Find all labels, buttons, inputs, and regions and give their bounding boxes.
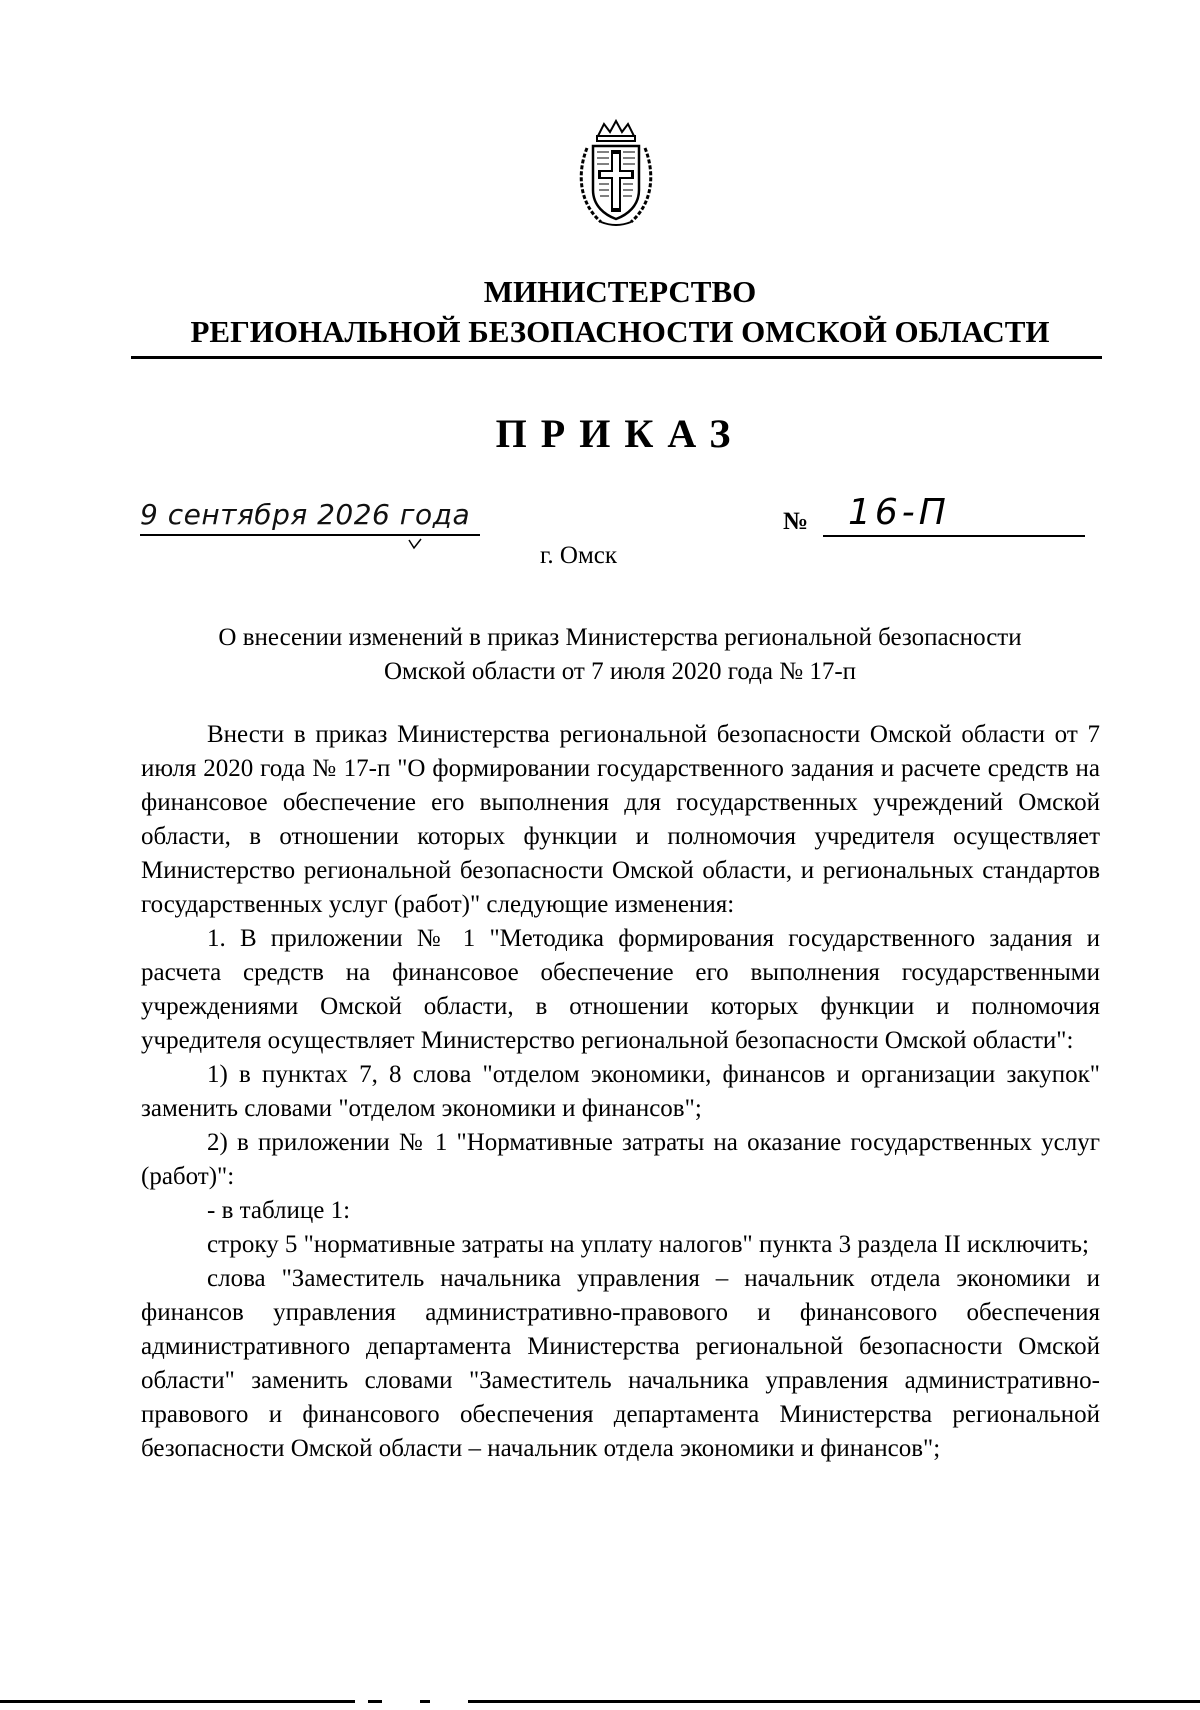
body-paragraph-subitem-1: 1) в пунктах 7, 8 слова "отделом экономики, финансов и организации закупок" заменить словами "отделом экономики и финансов"; <box>141 1061 1100 1122</box>
body-paragraph-table-1: - в таблице 1: <box>207 1197 351 1224</box>
page-bottom-edge-marks <box>0 1700 1200 1706</box>
handwritten-date: 9 сентября 2026 года <box>140 498 471 531</box>
order-body <box>141 718 1100 1466</box>
subject-line-2: Омской области от 7 июля 2020 года № 17-п <box>383 658 857 685</box>
ministry-title-line1: МИНИСТЕРСТВО <box>483 274 757 309</box>
document-type-title: ПРИКАЗ <box>495 411 745 456</box>
body-paragraph-intro: Внести в приказ Министерства региональной безопасности Омской области от 7 июля 2020 года № 17-п "О формировании государственного задания и расчете средств на финансовое обеспечение его выполнения для государственных учреждений Омской области, в отношении которых функции и полномочия учредителя осуществляет Министерство региональной безопасности Омской области, и региональных стандартов государственных услуг (работ)" следующие изменения: <box>141 721 1100 918</box>
number-sign: № <box>783 508 809 535</box>
ministry-title-line2: РЕГИОНАЛЬНОЙ БЕЗОПАСНОСТИ ОМСКОЙ ОБЛАСТИ <box>190 314 1050 349</box>
body-paragraph-subitem-2: 2) в приложении № 1 "Нормативные затраты на оказание государственных услуг (работ)": <box>141 1129 1100 1190</box>
body-paragraph-row-5: строку 5 "нормативные затраты на уплату налогов" пункта 3 раздела II исключить; <box>207 1231 1089 1258</box>
date-check-mark <box>408 538 422 550</box>
order-subject <box>140 621 1100 689</box>
handwritten-order-number: 16-П <box>848 492 950 533</box>
number-underline <box>823 535 1085 537</box>
subject-line-1: О внесении изменений в приказ Министерства региональной безопасности <box>218 624 1022 651</box>
coat-of-arms-drawing <box>571 118 661 228</box>
issue-city: г. Омск <box>540 542 618 569</box>
header-divider <box>131 356 1102 359</box>
date-underline <box>140 534 480 536</box>
body-paragraph-item-1: 1. В приложении № 1 "Методика формирования государственного задания и расчета средств на финансовое обеспечение его выполнения государственными учреждениями Омской области, в отношении которых функции и полномочия учредителя осуществляет Министерство региональной безопасности Омской области": <box>141 925 1100 1054</box>
body-paragraph-words-replace: слова "Заместитель начальника управления – начальник отдела экономики и финансов управления административно-правового и финансового обеспечения административного департамента Министерства региональной безопасности Омской области" заменить словами "Заместитель начальника управления административно-правового и финансового обеспечения департамента Министерства региональной безопасности Омской области – начальник отдела экономики и финансов"; <box>141 1265 1100 1462</box>
ministry-heading <box>140 272 1100 352</box>
omsk-oblast-coat-of-arms-icon <box>571 118 661 228</box>
